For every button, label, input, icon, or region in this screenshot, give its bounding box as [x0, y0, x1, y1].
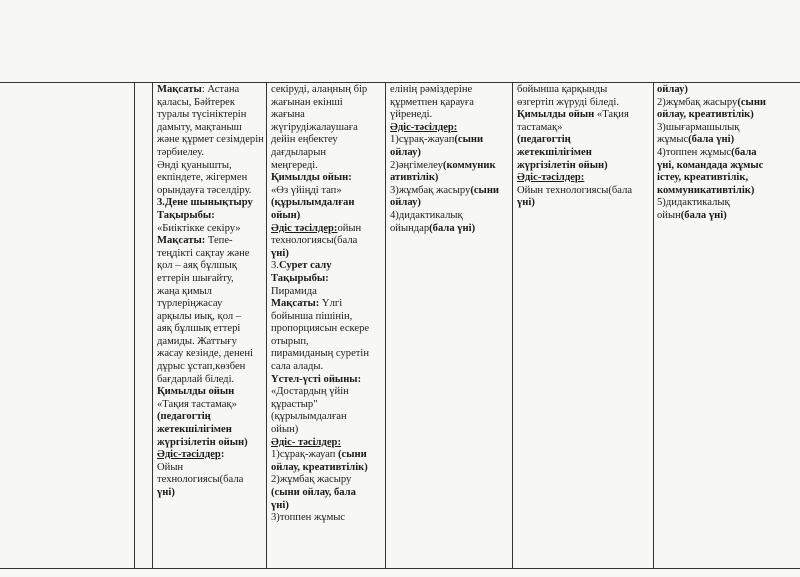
cell-text-line: [517, 122, 651, 135]
cell-text-line: [271, 449, 384, 462]
text-run: : Астана: [201, 84, 240, 95]
text-run: жасау кезінде, денені: [157, 348, 253, 360]
text-run: ойын): [271, 424, 299, 436]
text-run: (сыни ойлау, бала: [271, 487, 356, 498]
text-run: ойлау): [657, 84, 688, 95]
text-run: өзгертіп жүруді біледі.: [517, 96, 619, 108]
text-run: құрастыр": [271, 398, 318, 410]
text-run: Үстел-үсті ойыны:: [271, 373, 362, 385]
cell-text-line: [390, 109, 510, 122]
text-run: Әдіс-тәсілдер:: [390, 121, 458, 133]
cell-text-line: [157, 147, 265, 160]
text-run: Қимылды ойын: [517, 109, 595, 121]
cell-text-line: [657, 172, 797, 185]
text-run: қаласы, Бәйтерек: [157, 96, 235, 108]
cell-text-line: [157, 449, 265, 462]
text-run: дамыту, мақтаныш: [157, 121, 242, 133]
cell-text-line: [271, 84, 384, 97]
cell-text-line: [517, 97, 651, 110]
text-run: (бала үні): [680, 209, 727, 221]
text-run: 4)дидактикалық: [390, 209, 463, 221]
cell-text-line: [271, 298, 384, 311]
cell-text-line: [157, 411, 265, 424]
cell-text-line: [157, 273, 265, 286]
text-run: дейін еңбектеу: [271, 134, 338, 146]
table-top-border: [0, 82, 800, 83]
text-run: 1)сұрақ-жауап: [271, 449, 339, 461]
cell-text-line: [657, 160, 797, 173]
cell-text-line: [271, 260, 384, 273]
text-run: (бала: [731, 146, 757, 158]
cell-text-line: [517, 185, 651, 198]
text-run: (сыни: [470, 184, 500, 196]
text-run: 2)жұмбақ жасыру: [657, 96, 738, 108]
text-run: Әдіс-тәсілдер: [157, 449, 221, 461]
cell-text-line: [390, 223, 510, 236]
cell-text-line: [271, 512, 384, 525]
cell-text-line: [157, 248, 265, 261]
cell-text-line: [271, 386, 384, 399]
cell-text-line: [157, 424, 265, 437]
cell-text-line: [517, 197, 651, 210]
text-run: теңдікті сақтау және: [157, 247, 250, 259]
cell-text-line: [271, 374, 384, 387]
cell-text-line: [271, 462, 384, 475]
text-run: ойын: [337, 222, 362, 234]
text-run: үні, командада жұмыс: [657, 159, 764, 171]
text-run: бойынша қарқынды: [517, 84, 608, 95]
cell-text-line: [157, 223, 265, 236]
cell-text-line: [390, 147, 510, 160]
cell-text-line: [657, 197, 797, 210]
cell-text-line: [517, 172, 651, 185]
text-run: ойлау): [390, 197, 421, 209]
cell-text-line: [390, 160, 510, 173]
text-run: аяқ бұлшық еттері: [157, 323, 241, 335]
text-run: пропорциясын ескере: [271, 323, 370, 335]
cell-text-line: [517, 147, 651, 160]
cell-text-line: [271, 399, 384, 412]
cell-text-line: [271, 286, 384, 299]
text-run: үні): [157, 487, 175, 498]
text-run: (бала үні): [429, 222, 476, 234]
text-run: (құрылымдалған: [271, 411, 347, 423]
text-run: орындауға тәселдіру.: [157, 184, 252, 196]
text-run: жетекшілігімен: [157, 424, 232, 436]
table-cell-col1: [157, 84, 265, 500]
table-cell-col2: [271, 84, 384, 525]
text-run: меңгереді.: [271, 159, 318, 171]
cell-text-line: [157, 109, 265, 122]
text-run: істеу, креативтілік,: [657, 172, 749, 184]
cell-text-line: [157, 474, 265, 487]
text-run: 3)топпен жұмыс: [271, 512, 346, 524]
cell-text-line: [271, 122, 384, 135]
cell-text-line: [271, 172, 384, 185]
text-run: 2)әңгімелеу: [390, 159, 443, 171]
cell-text-line: [271, 411, 384, 424]
cell-text-line: [157, 97, 265, 110]
text-run: 3)жұмбақ жасыру: [390, 184, 471, 196]
text-run: дамиды. Жаттығу: [157, 335, 237, 347]
text-run: елінің рәміздеріне: [390, 84, 473, 95]
cell-text-line: [517, 109, 651, 122]
text-run: үні): [271, 499, 289, 511]
cell-text-line: [157, 185, 265, 198]
cell-text-line: [517, 84, 651, 97]
cell-text-line: [157, 311, 265, 324]
text-run: (педагогтің: [157, 411, 211, 423]
text-run: (құрылымдалған: [271, 197, 355, 209]
cell-text-line: [271, 109, 384, 122]
text-run: жағына: [271, 109, 305, 121]
text-run: 3.: [271, 260, 279, 272]
cell-text-line: [657, 210, 797, 223]
text-run: 5)дидактикалық: [657, 197, 730, 209]
cell-text-line: [390, 185, 510, 198]
cell-text-line: [657, 109, 797, 122]
cell-text-line: [271, 487, 384, 500]
text-run: технологиясы(бала: [157, 474, 244, 486]
text-run: пирамиданың суретін: [271, 348, 370, 360]
text-run: Сурет салу: [278, 260, 332, 272]
text-run: жүгірудіжалаушаға: [271, 121, 358, 133]
cell-text-line: [390, 210, 510, 223]
text-run: дұрыс ұстап,көзбен: [157, 361, 246, 373]
column-divider: [134, 82, 135, 568]
text-run: «Биіктікке секіру»: [157, 222, 241, 234]
cell-text-line: [271, 437, 384, 450]
text-run: ойын): [271, 209, 301, 221]
cell-text-line: [271, 185, 384, 198]
cell-text-line: [157, 386, 265, 399]
text-run: дағдыларын: [271, 146, 327, 158]
text-run: (бала үні): [688, 134, 735, 146]
text-run: «Достардың үйін: [271, 386, 349, 398]
cell-text-line: [271, 223, 384, 236]
cell-text-line: [390, 134, 510, 147]
text-run: Тақырыбы:: [271, 272, 329, 284]
text-run: бойынша пішінін,: [271, 310, 353, 322]
table-bottom-border: [0, 568, 800, 569]
cell-text-line: [157, 487, 265, 500]
text-run: ойындар: [390, 222, 430, 234]
cell-text-line: [271, 97, 384, 110]
text-run: Үлгі: [319, 298, 343, 310]
text-run: жүргізілетін ойын): [517, 159, 608, 171]
text-run: 3)шығармашылық: [657, 121, 740, 133]
text-run: үйренеді.: [390, 109, 433, 121]
cell-text-line: [271, 361, 384, 374]
cell-text-line: [271, 311, 384, 324]
text-run: 2)жұмбақ жасыру: [271, 474, 352, 486]
cell-text-line: [390, 172, 510, 185]
text-run: үні): [517, 197, 535, 209]
text-run: Тепе-: [205, 235, 233, 247]
cell-text-line: [271, 134, 384, 147]
cell-text-line: [157, 323, 265, 336]
cell-text-line: [157, 84, 265, 97]
text-run: Мақсаты:: [157, 235, 206, 247]
text-run: Қимылды ойын:: [271, 172, 352, 184]
cell-text-line: [157, 462, 265, 475]
column-divider: [266, 82, 267, 568]
cell-text-line: [271, 424, 384, 437]
cell-text-line: [390, 197, 510, 210]
cell-text-line: [157, 286, 265, 299]
text-run: жүргізілетін ойын): [157, 436, 248, 448]
cell-text-line: [157, 134, 265, 147]
text-run: арқылы иық, қол –: [157, 310, 242, 322]
text-run: (сыни: [338, 449, 367, 461]
text-run: коммуникативтілік): [657, 184, 755, 196]
column-divider: [152, 82, 153, 568]
text-run: секіруді, алаңның бір: [271, 84, 368, 95]
text-run: бағдарлай біледі.: [157, 373, 235, 385]
text-run: Әдіс тәсілдер:: [271, 222, 338, 234]
text-run: 3.Дене шынықтыру: [157, 197, 253, 209]
table-cell-col3: [390, 84, 510, 235]
cell-text-line: [271, 160, 384, 173]
cell-text-line: [657, 185, 797, 198]
column-divider: [653, 82, 654, 568]
cell-text-line: [271, 248, 384, 261]
text-run: Әдіс- тәсілдер:: [271, 436, 341, 448]
text-run: құрметпен қарауға: [390, 96, 474, 108]
text-run: отырып,: [271, 335, 309, 347]
text-run: Әнді қуанышты,: [157, 159, 232, 171]
cell-text-line: [657, 134, 797, 147]
cell-text-line: [157, 235, 265, 248]
cell-text-line: [390, 97, 510, 110]
cell-text-line: [657, 84, 797, 97]
cell-text-line: [157, 336, 265, 349]
cell-text-line: [271, 336, 384, 349]
cell-text-line: [157, 172, 265, 185]
cell-text-line: [657, 122, 797, 135]
text-run: Тақырыбы:: [157, 209, 215, 221]
column-divider: [385, 82, 386, 568]
cell-text-line: [157, 374, 265, 387]
text-run: (сыни: [737, 96, 767, 108]
cell-text-line: [157, 437, 265, 450]
text-run: ойлау): [390, 146, 421, 158]
text-run: Ойын технологиясы(бала: [517, 184, 633, 196]
text-run: екпіндете, жігермен: [157, 172, 248, 184]
cell-text-line: [271, 474, 384, 487]
text-run: жаңа қимыл: [157, 285, 212, 297]
text-run: :: [220, 449, 225, 461]
cell-text-line: [271, 210, 384, 223]
text-run: 1)сұрақ-жауап: [390, 134, 455, 146]
text-run: (сыни: [454, 134, 484, 146]
text-run: тәрбиелеу.: [157, 146, 204, 158]
text-run: ойлау, креативтілік): [271, 461, 368, 473]
cell-text-line: [390, 122, 510, 135]
cell-text-line: [157, 160, 265, 173]
cell-text-line: [157, 361, 265, 374]
text-run: (педагогтің: [517, 134, 571, 146]
cell-text-line: [390, 84, 510, 97]
text-run: «Тақия тастамақ»: [157, 398, 237, 410]
text-run: «Тақия: [594, 109, 629, 121]
cell-text-line: [271, 348, 384, 361]
text-run: жағынан екінші: [271, 96, 343, 108]
cell-text-line: [157, 210, 265, 223]
text-run: және құрмет сезімдерін: [157, 134, 264, 146]
text-run: технологиясы(бала: [271, 235, 358, 247]
text-run: жұмыс: [657, 134, 689, 146]
text-run: Пирамида: [271, 285, 317, 297]
cell-text-line: [157, 122, 265, 135]
text-run: сала алады.: [271, 361, 324, 373]
text-run: (коммуник: [442, 159, 496, 171]
cell-text-line: [157, 260, 265, 273]
cell-text-line: [157, 197, 265, 210]
cell-text-line: [517, 160, 651, 173]
cell-text-line: [657, 97, 797, 110]
text-run: Әдіс-тәсілдер:: [517, 172, 585, 184]
text-run: Мақсаты:: [271, 298, 320, 310]
cell-text-line: [271, 323, 384, 336]
cell-text-line: [157, 399, 265, 412]
text-run: ативтілік): [390, 172, 439, 184]
cell-text-line: [657, 147, 797, 160]
text-run: 4)топпен жұмыс: [657, 146, 732, 158]
text-run: түрлеріңжасау: [157, 298, 223, 310]
table-cell-col4: [517, 84, 651, 210]
cell-text-line: [517, 134, 651, 147]
text-run: ойын: [657, 209, 681, 221]
text-run: қол – аяқ бұлшық: [157, 260, 237, 272]
cell-text-line: [271, 500, 384, 513]
text-run: Ойын: [157, 461, 184, 473]
cell-text-line: [157, 348, 265, 361]
table-cell-col5: [657, 84, 797, 223]
text-run: «Өз үйіңді тап»: [271, 184, 342, 196]
cell-text-line: [271, 235, 384, 248]
cell-text-line: [271, 197, 384, 210]
text-run: тастамақ»: [517, 121, 563, 133]
text-run: туралы түсініктерін: [157, 109, 247, 121]
text-run: ойлау, креативтілік): [657, 109, 754, 121]
text-run: Қимылды ойын: [157, 386, 235, 398]
cell-text-line: [157, 298, 265, 311]
cell-text-line: [271, 273, 384, 286]
cell-text-line: [271, 147, 384, 160]
column-divider: [512, 82, 513, 568]
text-run: Мақсаты: [157, 84, 202, 95]
text-run: еттерін шығайту,: [157, 272, 234, 284]
text-run: үні): [271, 247, 289, 259]
text-run: жетекшілігімен: [517, 146, 592, 158]
